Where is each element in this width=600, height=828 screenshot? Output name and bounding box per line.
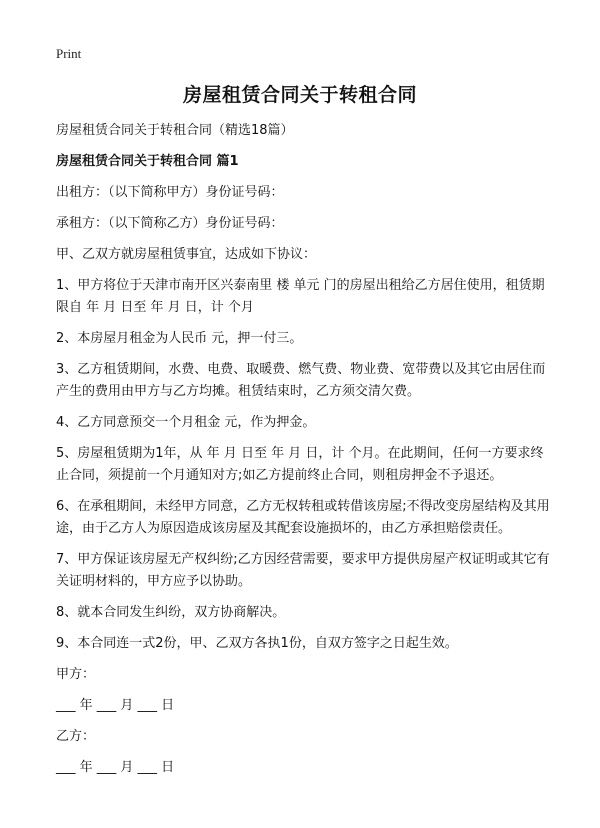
party-b-date-line: ___ 年 ___ 月 ___ 日: [56, 760, 175, 775]
document-title: 房屋租赁合同关于转租合同: [182, 84, 417, 106]
clause-2: 2、本房屋月租金为人民币 元，押一付三。: [56, 331, 303, 346]
party-a-date-line: ___ 年 ___ 月 ___ 日: [56, 698, 175, 713]
document-subtitle: 房屋租赁合同关于转租合同（精选18篇）: [56, 123, 294, 138]
clause-9: 9、本合同连一式2份，甲、乙双方各执1份，自双方签字之日起生效。: [56, 636, 458, 651]
clause-6: 6、在承租期间，未经甲方同意，乙方无权转租或转借该房屋;不得改变房屋结构及其用途，由于乙方人为原因造成该房屋及其配套设施损坏的，由乙方承担赔偿责任。: [56, 499, 550, 536]
agreement-intro: 甲、乙双方就房屋租赁事宜，达成如下协议：: [56, 247, 317, 262]
clause-8: 8、就本合同发生纠纷，双方协商解决。: [56, 605, 286, 620]
clause-3: 3、乙方租赁期间，水费、电费、取暖费、燃气费、物业费、宽带费以及其它由居住而产生的费用由甲方与乙方均摊。租赁结束时，乙方须交清欠费。: [56, 362, 546, 399]
clause-7: 7、甲方保证该房屋无产权纠纷;乙方因经营需要，要求甲方提供房屋产权证明或其它有关证明材料的，甲方应予以协助。: [56, 552, 550, 589]
clause-5: 5、房屋租赁期为1年，从 年 月 日至 年 月 日，计 个月。在此期间，任何一方要求终止合同，须提前一个月通知对方;如乙方提前终止合同，则租房押金不予退还。: [56, 446, 544, 483]
document-body: [56, 120, 556, 788]
clause-4: 4、乙方同意预交一个月租金 元，作为押金。: [56, 415, 316, 430]
party-a-signature-label: 甲方：: [56, 667, 96, 682]
section-heading: 房屋租赁合同关于转租合同 篇1: [56, 154, 239, 169]
print-link[interactable]: Print: [56, 46, 82, 61]
lessee-line: 承租方：（以下简称乙方）身份证号码：: [56, 216, 284, 231]
clause-1: 1、甲方将位于天津市南开区兴泰南里 楼 单元 门的房屋出租给乙方居住使用，租赁期限自 年 月 日至 年 月 日，计 个月: [56, 278, 545, 315]
party-b-signature-label: 乙方：: [56, 729, 96, 744]
lessor-line: 出租方：（以下简称甲方）身份证号码：: [56, 185, 284, 200]
